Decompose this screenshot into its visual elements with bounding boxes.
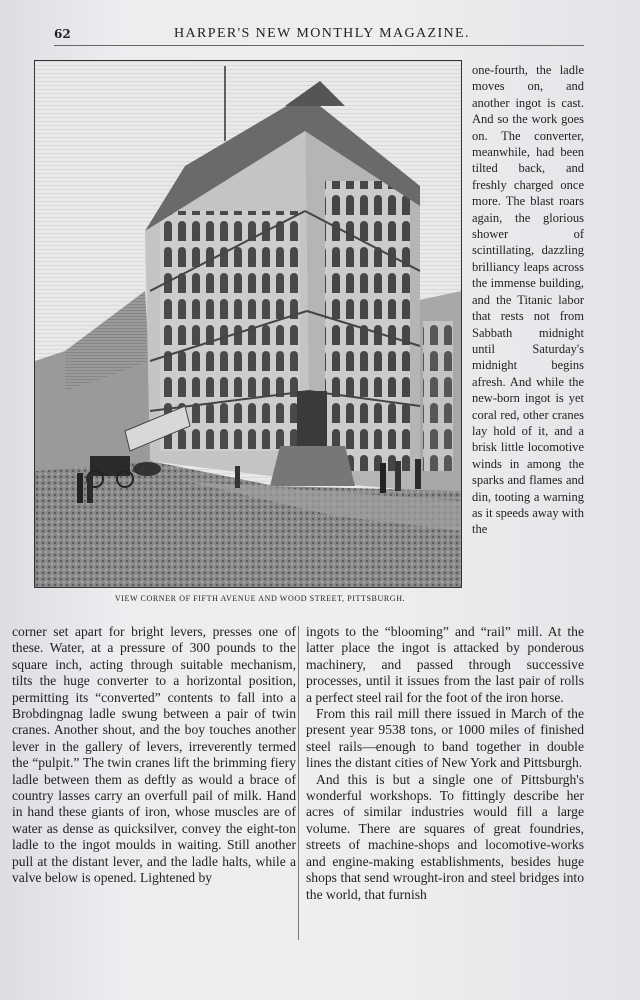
magazine-title: HARPER'S NEW MONTHLY MAGAZINE. xyxy=(174,26,470,41)
column-divider xyxy=(298,626,299,940)
right-column xyxy=(306,624,584,903)
left-column-text: corner set apart for bright levers, presses one of these. Water, at a pressure of 300 pounds to the square inch, acting through suitable mechanism, tilts the huge converter to a horizontal position, permitting its “converted” contents to fall into a Brobdingnag ladle swung between a pair of twin cranes. Another shout, and the boy touches another lever in the gallery of levers, irreverently termed the “pulpit.” The twin cranes lift the brimming fiery ladle between them as deftly as would a brace of country lasses carry an overfull pail of milk. Hand in hand these giants of iron, whose muscles are of water as dense as quicksilver, convey the eight-ton ladle to the ingot moulds in waiting. Still another pull at the distant lever, and the ladle halts, while a valve below is opened. Lightened by xyxy=(12,624,296,886)
engraving-drawing xyxy=(35,61,461,587)
right-paragraph-1: ingots to the “blooming” and “rail” mill. At the latter place the ingot is attacked by ponderous machinery, and passed through successive processes, until it issues from the last pair of rolls a perfect steel rail for the foot of the iron horse. xyxy=(306,624,584,705)
page-number: 62 xyxy=(54,27,71,41)
right-paragraph-2: From this rail mill there issued in March of the present year 9538 tons, or 1000 miles of finished steel rails—enough to band together in double lines the distant cities of New York and Pittsburgh. xyxy=(306,706,584,771)
illustration-caption: VIEW CORNER OF FIFTH AVENUE AND WOOD STREET, PITTSBURGH. xyxy=(114,594,406,603)
side-column-text: one-fourth, the ladle moves on, and another ingot is cast. And so the work goes on. The converter, meanwhile, had been tilted back, and freshly charged once more. The blast roars again, the glorious shower of scintillating, dazzling brilliancy leaps across the immense building, and the Titanic labor that rests not from Sabbath midnight until Saturday's midnight begins afresh. And while the new-born ingot is yet coral red, other cranes lay hold of it, and a brisk little locomotive winds in among the sparks and flames and din, tooting a warning as it speeds away with the xyxy=(472,63,584,537)
building-engraving xyxy=(34,60,462,588)
running-head xyxy=(54,25,584,46)
right-paragraph-3: And this is but a single one of Pittsburgh's wonderful workshops. To fittingly describe her acres of similar industries would fill a large volume. There are squares of great foundries, streets of machine-shops and locomotive-works and engine-making establishments, besides huge shops that send wrought-iron and steel bridges into the world, that furnish xyxy=(306,771,584,902)
